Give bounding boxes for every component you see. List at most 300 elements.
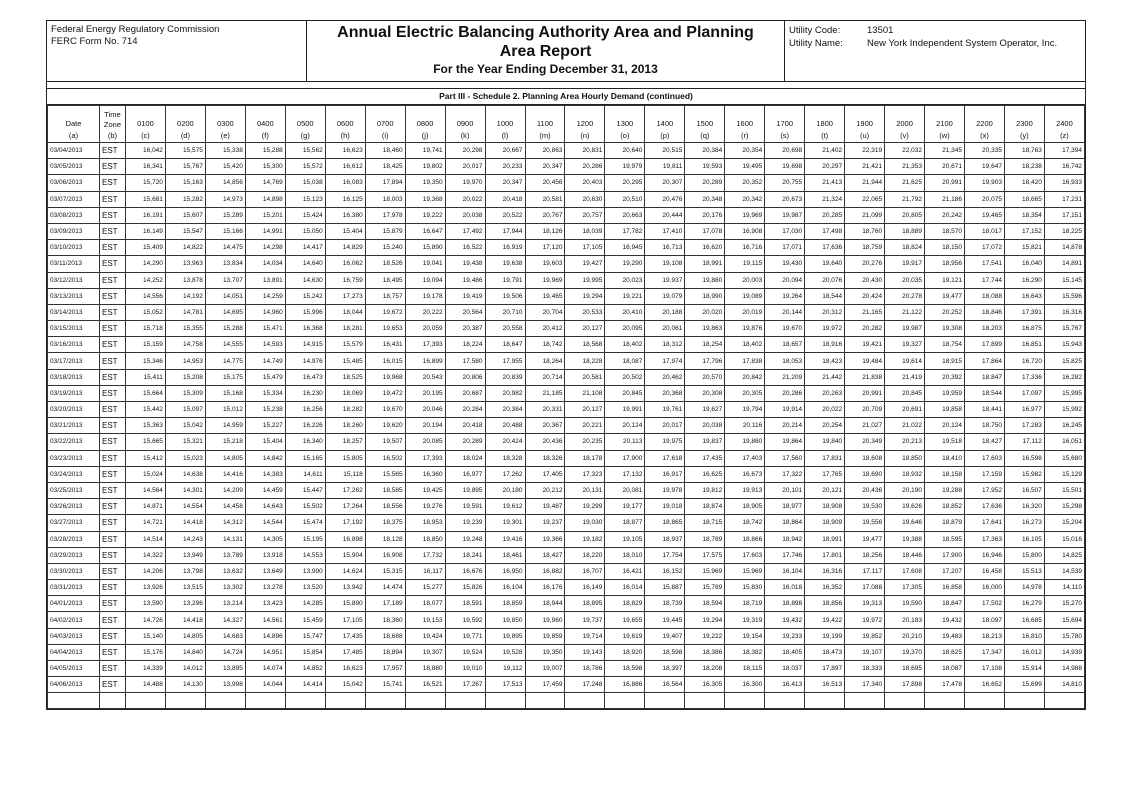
demand-cell: 19,627 [685,402,725,418]
empty-cell [525,693,565,709]
demand-cell: 15,513 [1004,563,1044,579]
demand-cell: 15,890 [325,596,365,612]
demand-cell: 15,288 [205,321,245,337]
demand-cell: 15,547 [165,223,205,239]
demand-cell: 20,020 [685,304,725,320]
demand-cell: 15,315 [365,563,405,579]
demand-cell: 20,085 [405,434,445,450]
demand-cell: 18,991 [685,256,725,272]
table-row [48,531,1085,547]
empty-cell [685,693,725,709]
demand-cell: 15,767 [165,159,205,175]
column-header: 0300 [205,106,245,131]
demand-cell: 16,062 [325,256,365,272]
demand-cell: 15,168 [205,385,245,401]
demand-cell: 15,718 [125,321,165,337]
demand-cell: 17,898 [885,677,925,693]
demand-cell: 17,955 [485,353,525,369]
demand-cell: 18,360 [365,612,405,628]
demand-cell: 14,514 [125,531,165,547]
demand-cell: 14,414 [285,677,325,693]
demand-cell: 14,871 [125,499,165,515]
demand-cell: 21,944 [845,175,885,191]
demand-cell: 14,474 [365,580,405,596]
demand-cell: 18,441 [964,402,1004,418]
demand-cell: 15,887 [645,580,685,596]
demand-cell: 14,959 [205,418,245,434]
demand-cell: 15,447 [285,482,325,498]
demand-cell: 19,445 [645,612,685,628]
demand-cell: 16,413 [765,677,805,693]
demand-cell: 18,763 [1004,143,1044,159]
demand-cell: 15,363 [125,418,165,434]
demand-cell: 17,105 [565,240,605,256]
demand-cell: 13,590 [125,596,165,612]
demand-cell: 19,592 [445,612,485,628]
demand-cell: 14,416 [205,466,245,482]
demand-cell: 20,806 [445,369,485,385]
demand-cell: 19,979 [605,159,645,175]
demand-cell: 20,348 [685,191,725,207]
demand-cell: 17,322 [765,466,805,482]
table-row [48,515,1085,531]
demand-cell: 20,124 [925,418,965,434]
demand-cell: 20,222 [405,304,445,320]
demand-cell: 14,978 [1004,580,1044,596]
demand-cell: 20,462 [645,369,685,385]
report-title-line2: Area Report [499,43,592,60]
demand-cell: 17,897 [805,661,845,677]
demand-cell: 20,630 [565,191,605,207]
demand-cell: 16,652 [964,677,1004,693]
timezone-cell: EST [99,402,125,418]
demand-cell: 18,916 [805,337,845,353]
demand-cell: 14,131 [205,531,245,547]
date-cell: 03/16/2013 [48,337,100,353]
timezone-cell: EST [99,434,125,450]
demand-cell: 14,555 [205,337,245,353]
empty-cell [925,693,965,709]
demand-cell: 21,838 [845,369,885,385]
demand-cell: 17,347 [964,644,1004,660]
demand-cell: 19,670 [765,321,805,337]
demand-cell: 14,298 [245,240,285,256]
demand-cell: 17,502 [964,596,1004,612]
demand-cell: 16,623 [325,143,365,159]
demand-cell: 15,805 [325,450,365,466]
demand-cell: 16,316 [805,563,845,579]
demand-cell: 16,341 [125,159,165,175]
demand-cell: 14,683 [205,628,245,644]
demand-cell: 18,937 [645,531,685,547]
demand-cell: 20,418 [485,191,525,207]
column-header: 0400 [245,106,285,131]
column-subheader: (n) [565,130,605,143]
demand-cell: 17,393 [405,450,445,466]
demand-cell: 20,687 [445,385,485,401]
demand-cell: 20,347 [485,175,525,191]
demand-cell: 20,235 [565,434,605,450]
demand-cell: 13,891 [245,272,285,288]
demand-cell: 18,003 [365,191,405,207]
timezone-cell: EST [99,450,125,466]
demand-cell: 18,944 [525,596,565,612]
empty-cell [565,693,605,709]
demand-cell: 13,520 [285,580,325,596]
demand-cell: 14,475 [205,240,245,256]
demand-cell: 20,352 [725,175,765,191]
demand-cell: 18,039 [565,223,605,239]
table-row [48,580,1085,596]
demand-cell: 20,367 [525,418,565,434]
demand-cell: 20,704 [525,304,565,320]
demand-cell: 19,737 [565,612,605,628]
demand-cell: 15,282 [165,191,205,207]
demand-cell: 18,750 [964,418,1004,434]
demand-cell: 16,191 [125,207,165,223]
demand-cell: 19,199 [805,628,845,644]
demand-cell: 19,237 [525,515,565,531]
demand-cell: 19,864 [765,434,805,450]
demand-cell: 20,543 [405,369,445,385]
demand-cell: 14,805 [165,628,205,644]
table-row [48,418,1085,434]
demand-cell: 15,404 [325,223,365,239]
demand-cell: 18,282 [325,402,365,418]
date-cell: 03/19/2013 [48,385,100,401]
demand-cell: 19,991 [605,402,645,418]
demand-cell: 20,845 [885,385,925,401]
demand-cell: 17,978 [365,207,405,223]
demand-cell: 16,226 [285,418,325,434]
demand-cell: 18,879 [925,515,965,531]
date-cell: 03/26/2013 [48,499,100,515]
demand-cell: 16,716 [725,240,765,256]
demand-cell: 14,074 [245,661,285,677]
demand-cell: 19,640 [805,256,845,272]
date-cell: 03/15/2013 [48,321,100,337]
demand-cell: 20,176 [685,207,725,223]
demand-cell: 18,150 [925,240,965,256]
demand-cell: 20,342 [725,191,765,207]
demand-cell: 20,242 [925,207,965,223]
demand-cell: 16,647 [405,223,445,239]
demand-cell: 21,442 [805,369,845,385]
demand-cell: 13,302 [205,580,245,596]
demand-cell: 20,127 [565,321,605,337]
demand-cell: 19,477 [925,288,965,304]
demand-cell: 16,707 [565,563,605,579]
demand-cell: 18,754 [925,337,965,353]
demand-cell: 19,477 [845,531,885,547]
date-cell: 03/07/2013 [48,191,100,207]
report-year: For the Year Ending December 31, 2013 [433,62,658,76]
demand-cell: 14,312 [205,515,245,531]
date-cell: 03/18/2013 [48,369,100,385]
demand-cell: 15,204 [1044,515,1084,531]
demand-cell: 14,898 [245,191,285,207]
demand-cell: 17,072 [964,240,1004,256]
demand-cell: 17,641 [964,515,1004,531]
empty-cell [765,693,805,709]
demand-cell: 15,166 [205,223,245,239]
column-header: 0600 [325,106,365,131]
demand-cell: 19,556 [845,515,885,531]
demand-cell: 17,560 [765,450,805,466]
demand-cell: 14,327 [205,612,245,628]
demand-cell: 18,460 [365,143,405,159]
demand-cell: 17,900 [605,450,645,466]
demand-cell: 20,368 [645,385,685,401]
timezone-cell: EST [99,240,125,256]
demand-cell: 19,290 [605,256,645,272]
demand-cell: 13,649 [245,563,285,579]
demand-cell: 17,899 [964,337,1004,353]
demand-cell: 18,742 [525,337,565,353]
demand-cell: 14,611 [285,466,325,482]
demand-cell: 16,431 [365,337,405,353]
demand-cell: 20,839 [485,369,525,385]
demand-cell: 20,038 [685,418,725,434]
demand-cell: 15,300 [245,159,285,175]
demand-cell: 20,418 [445,418,485,434]
demand-cell: 19,388 [885,531,925,547]
demand-cell: 18,847 [925,596,965,612]
demand-cell: 20,286 [765,385,805,401]
demand-cell: 18,017 [964,223,1004,239]
demand-cell: 17,478 [925,677,965,693]
demand-cell: 20,035 [885,272,925,288]
demand-cell: 18,525 [325,369,365,385]
demand-cell: 15,218 [205,434,245,450]
demand-cell: 15,982 [1004,466,1044,482]
demand-cell: 18,312 [645,337,685,353]
demand-cell: 14,878 [1044,240,1084,256]
demand-cell: 16,040 [1004,256,1044,272]
demand-cell: 17,132 [605,466,645,482]
table-row [48,159,1085,175]
demand-cell: 18,874 [685,499,725,515]
demand-cell: 14,624 [325,563,365,579]
demand-cell: 20,295 [605,175,645,191]
column-header: 1100 [525,106,565,131]
table-row [48,661,1085,677]
demand-cell: 14,305 [245,531,285,547]
demand-cell: 20,023 [605,272,645,288]
date-cell: 04/02/2013 [48,612,100,628]
demand-cell: 14,822 [165,240,205,256]
demand-cell: 15,562 [285,143,325,159]
demand-cell: 20,312 [805,304,845,320]
blank-row [48,693,1085,709]
demand-cell: 16,152 [645,563,685,579]
demand-cell: 19,895 [485,628,525,644]
demand-cell: 16,352 [805,580,845,596]
demand-cell: 19,115 [725,256,765,272]
timezone-cell: EST [99,207,125,223]
timezone-cell: EST [99,482,125,498]
demand-cell: 15,459 [285,612,325,628]
demand-cell: 18,847 [964,369,1004,385]
demand-cell: 19,419 [445,288,485,304]
demand-cell: 14,553 [285,547,325,563]
demand-cell: 14,643 [245,499,285,515]
empty-cell [845,693,885,709]
demand-cell: 15,699 [1004,677,1044,693]
demand-cell: 20,022 [805,402,845,418]
date-cell: 03/21/2013 [48,418,100,434]
demand-cell: 20,757 [565,207,605,223]
demand-cell: 14,259 [245,288,285,304]
demand-cell: 18,228 [565,353,605,369]
date-cell: 03/25/2013 [48,482,100,498]
demand-cell: 18,905 [725,499,765,515]
table-row [48,402,1085,418]
demand-cell: 19,484 [845,353,885,369]
column-subheader: (e) [205,130,245,143]
demand-cell: 17,283 [1004,418,1044,434]
demand-cell: 18,354 [1004,207,1044,223]
demand-cell: 16,273 [1004,515,1044,531]
table-row [48,337,1085,353]
demand-cell: 15,129 [1044,466,1084,482]
demand-cell: 14,805 [205,450,245,466]
demand-cell: 16,623 [325,661,365,677]
column-header: 0700 [365,106,405,131]
timezone-cell: EST [99,223,125,239]
demand-cell: 14,939 [1044,644,1084,660]
demand-cell: 14,322 [125,547,165,563]
demand-cell: 14,638 [165,466,205,482]
date-cell: 04/04/2013 [48,644,100,660]
column-subheader: (l) [485,130,525,143]
demand-cell: 20,263 [805,385,845,401]
demand-cell: 18,427 [964,434,1004,450]
demand-cell: 18,044 [325,304,365,320]
timezone-cell: EST [99,369,125,385]
report-title-block [307,21,785,81]
demand-cell: 19,007 [525,661,565,677]
demand-cell: 17,894 [365,175,405,191]
date-cell: 03/28/2013 [48,531,100,547]
demand-cell: 19,969 [525,272,565,288]
demand-cell: 19,368 [405,191,445,207]
demand-cell: 17,273 [325,288,365,304]
demand-cell: 15,565 [365,466,405,482]
demand-cell: 14,418 [165,612,205,628]
demand-cell: 18,570 [925,223,965,239]
demand-cell: 18,829 [605,596,645,612]
demand-cell: 15,681 [125,191,165,207]
date-cell: 03/17/2013 [48,353,100,369]
demand-cell: 16,676 [445,563,485,579]
demand-cell: 14,630 [285,272,325,288]
demand-cell: 14,852 [285,661,325,677]
demand-cell: 14,593 [245,337,285,353]
demand-cell: 13,798 [165,563,205,579]
demand-cell: 20,384 [485,402,525,418]
demand-cell: 18,010 [605,547,645,563]
demand-cell: 21,402 [805,143,845,159]
column-subheader: (k) [445,130,485,143]
demand-cell: 20,863 [525,143,565,159]
demand-cell: 19,655 [605,612,645,628]
demand-cell: 15,201 [245,207,285,223]
demand-cell: 18,333 [845,661,885,677]
demand-cell: 17,746 [765,547,805,563]
demand-cell: 19,524 [445,644,485,660]
demand-cell: 19,880 [725,434,765,450]
demand-cell: 17,071 [765,240,805,256]
demand-cell: 13,895 [205,661,245,677]
table-row [48,191,1085,207]
demand-cell: 19,483 [925,628,965,644]
demand-cell: 13,963 [165,256,205,272]
demand-cell: 18,757 [365,288,405,304]
demand-cell: 15,123 [285,191,325,207]
demand-cell: 15,747 [285,628,325,644]
demand-cell: 20,335 [964,143,1004,159]
demand-cell: 16,104 [485,580,525,596]
demand-cell: 15,411 [125,369,165,385]
demand-cell: 15,821 [1004,240,1044,256]
demand-cell: 18,256 [845,547,885,563]
demand-cell: 14,915 [285,337,325,353]
demand-cell: 17,078 [685,223,725,239]
demand-cell: 19,079 [645,288,685,304]
demand-cell: 18,647 [485,337,525,353]
date-cell: 04/01/2013 [48,596,100,612]
demand-cell: 18,281 [325,321,365,337]
demand-cell: 15,050 [285,223,325,239]
timezone-cell: EST [99,580,125,596]
demand-cell: 20,982 [485,385,525,401]
demand-cell: 16,933 [1044,175,1084,191]
empty-cell [445,693,485,709]
timezone-cell: EST [99,644,125,660]
demand-cell: 16,945 [605,240,645,256]
demand-cell: 18,598 [605,661,645,677]
demand-cell: 18,087 [605,353,645,369]
demand-cell: 19,018 [645,499,685,515]
demand-cell: 18,461 [485,547,525,563]
demand-cell: 18,097 [964,612,1004,628]
demand-cell: 15,995 [1044,385,1084,401]
timezone-cell: EST [99,418,125,434]
demand-cell: 20,221 [565,418,605,434]
date-cell: 03/09/2013 [48,223,100,239]
date-cell: 03/23/2013 [48,450,100,466]
demand-cell: 20,307 [645,175,685,191]
demand-cell: 19,030 [565,515,605,531]
demand-cell: 16,620 [685,240,725,256]
demand-cell: 20,017 [445,159,485,175]
demand-cell: 20,673 [765,191,805,207]
demand-cell: 18,942 [765,531,805,547]
demand-cell: 16,042 [125,143,165,159]
table-row [48,450,1085,466]
demand-cell: 19,970 [445,175,485,191]
demand-cell: 18,254 [685,337,725,353]
demand-cell: 21,186 [925,191,965,207]
demand-cell: 17,801 [805,547,845,563]
demand-cell: 15,879 [365,223,405,239]
demand-cell: 17,974 [645,353,685,369]
demand-cell: 15,826 [445,580,485,596]
demand-cell: 18,786 [565,661,605,677]
demand-cell: 20,347 [525,159,565,175]
demand-cell: 19,626 [885,499,925,515]
